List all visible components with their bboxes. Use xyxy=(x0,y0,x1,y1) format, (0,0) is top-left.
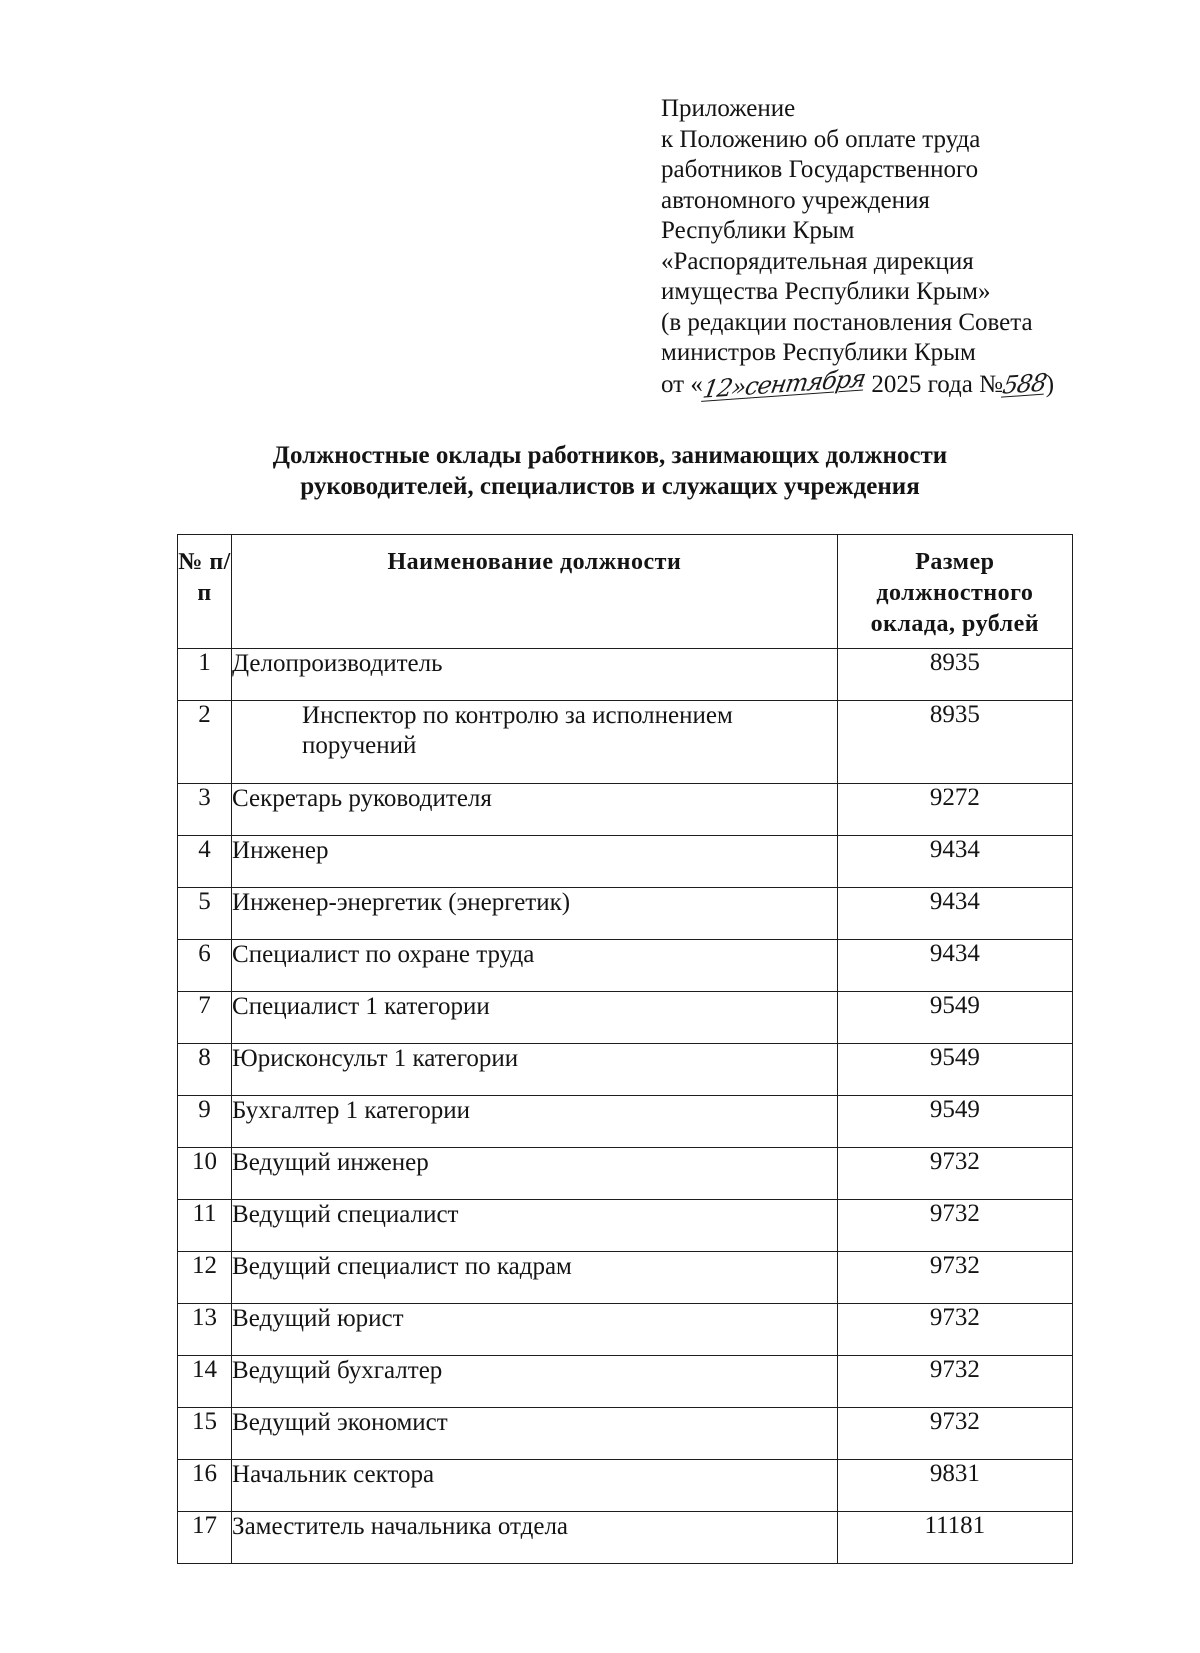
row-num: 14 xyxy=(178,1356,232,1408)
appendix-line: к Положению об оплате труда xyxy=(661,125,981,153)
table-row xyxy=(178,1148,1073,1200)
row-salary: 8935 xyxy=(837,701,1072,784)
handwritten-date: 12»сентября xyxy=(700,363,868,404)
header-num xyxy=(178,535,232,649)
row-num: 15 xyxy=(178,1408,232,1460)
table-row xyxy=(178,784,1073,836)
row-position: Специалист по охране труда xyxy=(232,940,838,992)
table-row xyxy=(178,1044,1073,1096)
row-position: Специалист 1 категории xyxy=(232,992,838,1044)
table-row xyxy=(178,1460,1073,1512)
row-position: Ведущий бухгалтер xyxy=(232,1356,838,1408)
row-num: 8 xyxy=(178,1044,232,1096)
appendix-line: имущества Республики Крым» xyxy=(661,278,991,305)
row-salary: 9732 xyxy=(837,1304,1072,1356)
row-num: 4 xyxy=(178,836,232,888)
appendix-line: министров Республики Крым xyxy=(661,339,976,366)
row-position: Делопроизводитель xyxy=(232,649,838,701)
row-num: 6 xyxy=(178,940,232,992)
row-num: 1 xyxy=(178,649,232,701)
table-row xyxy=(178,1304,1073,1356)
appendix-line: «Распорядительная дирекция xyxy=(661,247,974,275)
header-salary-label: Размер должностного оклада, рублей xyxy=(870,549,1040,637)
row-position: Ведущий экономист xyxy=(232,1408,838,1460)
row-num: 7 xyxy=(178,992,232,1044)
row-position: Ведущий юрист xyxy=(232,1304,838,1356)
table-row xyxy=(178,1356,1073,1408)
row-position: Начальник сектора xyxy=(232,1460,838,1512)
row-position: Инженер-энергетик (энергетик) xyxy=(232,888,838,940)
row-num: 17 xyxy=(178,1512,232,1564)
row-salary: 9434 xyxy=(837,888,1072,940)
row-num: 10 xyxy=(178,1148,232,1200)
table-row xyxy=(178,1408,1073,1460)
row-num: 11 xyxy=(178,1200,232,1252)
table-row xyxy=(178,940,1073,992)
table-row xyxy=(178,1512,1073,1564)
row-num: 13 xyxy=(178,1304,232,1356)
row-salary: 9732 xyxy=(837,1200,1072,1252)
row-position: Инженер xyxy=(232,836,838,888)
row-position: Юрисконсульт 1 категории xyxy=(232,1044,838,1096)
header-name xyxy=(232,535,838,649)
row-salary: 9732 xyxy=(837,1148,1072,1200)
handwritten-number: 588 xyxy=(1000,367,1049,400)
header-num-label: № п/п xyxy=(178,549,231,606)
row-salary: 9434 xyxy=(837,940,1072,992)
row-num: 5 xyxy=(178,888,232,940)
row-num: 12 xyxy=(178,1252,232,1304)
row-salary: 9549 xyxy=(837,1096,1072,1148)
table-row xyxy=(178,888,1073,940)
row-position: Ведущий специалист xyxy=(232,1200,838,1252)
table-row xyxy=(178,701,1073,784)
row-salary: 9831 xyxy=(837,1460,1072,1512)
row-salary: 9732 xyxy=(837,1356,1072,1408)
date-year: 2025 года № xyxy=(871,370,1003,398)
row-position: Инспектор по контролю за исполнением поручений xyxy=(232,701,838,784)
document-title xyxy=(150,440,1070,502)
salary-table xyxy=(177,534,1073,1564)
appendix-line: Приложение xyxy=(661,95,796,122)
header-name-label: Наименование должности xyxy=(387,549,682,575)
row-salary: 9434 xyxy=(837,836,1072,888)
table-row xyxy=(178,649,1073,701)
row-salary: 9272 xyxy=(837,784,1072,836)
table-row xyxy=(178,1252,1073,1304)
row-position: Заместитель начальника отдела xyxy=(232,1512,838,1564)
row-num: 3 xyxy=(178,784,232,836)
row-num: 16 xyxy=(178,1460,232,1512)
date-prefix: от « xyxy=(661,370,703,398)
table-row xyxy=(178,1200,1073,1252)
row-salary: 9549 xyxy=(837,1044,1072,1096)
row-position: Ведущий инженер xyxy=(232,1148,838,1200)
table-header-row xyxy=(178,535,1073,649)
row-position: Секретарь руководителя xyxy=(232,784,838,836)
table-row xyxy=(178,1096,1073,1148)
date-suffix: ) xyxy=(1045,370,1055,398)
row-salary: 9732 xyxy=(837,1252,1072,1304)
row-salary: 11181 xyxy=(837,1512,1072,1564)
resolution-date-line xyxy=(661,363,1101,404)
appendix-line: (в редакции постановления Совета xyxy=(661,308,1033,336)
title-line: руководителей, специалистов и служащих учреждения xyxy=(300,473,920,500)
table-row xyxy=(178,992,1073,1044)
title-line: Должностные оклады работников, занимающих должности xyxy=(272,442,948,469)
header-salary xyxy=(837,535,1072,649)
appendix-line: Республики Крым xyxy=(661,217,855,244)
row-num: 2 xyxy=(178,701,232,784)
table-row xyxy=(178,836,1073,888)
appendix-line: работников Государственного xyxy=(661,156,979,183)
row-position: Ведущий специалист по кадрам xyxy=(232,1252,838,1304)
appendix-header xyxy=(661,94,1101,404)
row-salary: 9549 xyxy=(837,992,1072,1044)
row-position: Бухгалтер 1 категории xyxy=(232,1096,838,1148)
row-salary: 8935 xyxy=(837,649,1072,701)
appendix-line: автономного учреждения xyxy=(661,186,930,214)
row-salary: 9732 xyxy=(837,1408,1072,1460)
row-num: 9 xyxy=(178,1096,232,1148)
